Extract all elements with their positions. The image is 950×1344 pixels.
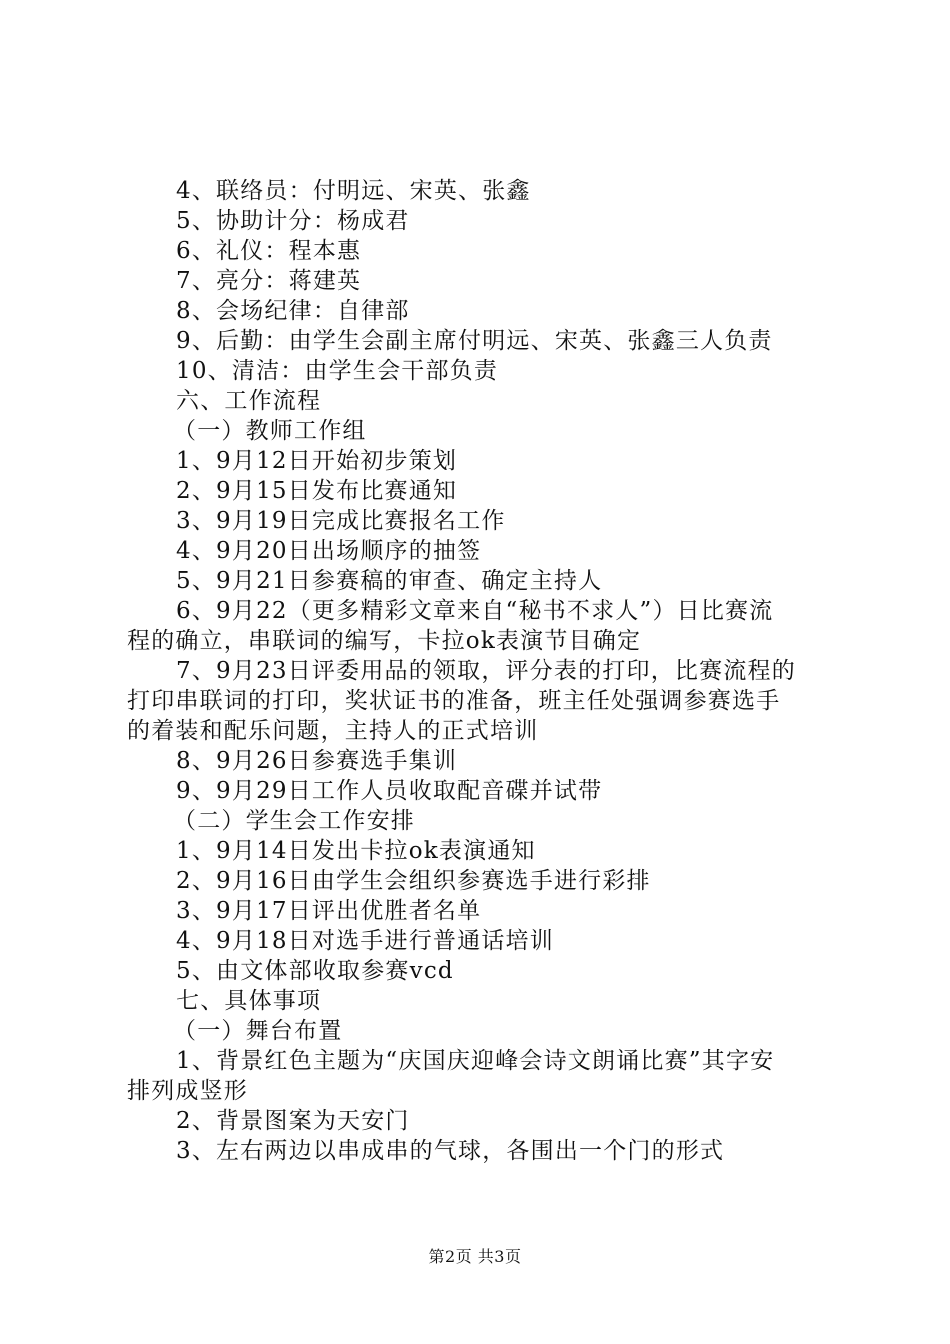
text-line: 8、9月26日参赛选手集训 bbox=[176, 748, 458, 774]
text-line: 3、9月19日完成比赛报名工作 bbox=[176, 508, 506, 534]
text-line: 5、协助计分：杨成君 bbox=[176, 208, 410, 234]
text-line: 4、联络员：付明远、宋英、张鑫 bbox=[176, 178, 531, 204]
text-line: 10、清洁：由学生会干部负责 bbox=[176, 358, 499, 384]
section-heading: 六、工作流程 bbox=[176, 388, 322, 414]
text-line: 3、9月17日评出优胜者名单 bbox=[176, 898, 482, 924]
text-line: 5、由文体部收取参赛vcd bbox=[176, 958, 454, 984]
text-line: 2、背景图案为天安门 bbox=[176, 1108, 410, 1134]
paragraph-line: 排列成竖形 bbox=[127, 1078, 248, 1104]
subsection-heading: （二）学生会工作安排 bbox=[173, 808, 415, 834]
text-line: 7、亮分：蒋建英 bbox=[176, 268, 362, 294]
paragraph-line: 程的确立，串联词的编写，卡拉ok表演节目确定 bbox=[127, 628, 642, 654]
paragraph bbox=[127, 656, 832, 746]
paragraph-line: 6、9月22（更多精彩文章来自“秘书不求人”）日比赛流 bbox=[176, 598, 774, 624]
text-line: 2、9月16日由学生会组织参赛选手进行彩排 bbox=[176, 868, 651, 894]
paragraph bbox=[127, 1046, 832, 1106]
document-body bbox=[127, 176, 832, 1166]
text-line: 4、9月18日对选手进行普通话培训 bbox=[176, 928, 554, 954]
text-line: 1、9月14日发出卡拉ok表演通知 bbox=[176, 838, 536, 864]
text-line: 3、左右两边以串成串的气球，各围出一个门的形式 bbox=[176, 1138, 725, 1164]
text-line: 6、礼仪：程本惠 bbox=[176, 238, 362, 264]
text-line: 1、9月12日开始初步策划 bbox=[176, 448, 458, 474]
page-number-footer: 第2页 共3页 bbox=[428, 1247, 522, 1266]
paragraph-line: 7、9月23日评委用品的领取，评分表的打印，比赛流程的 bbox=[176, 658, 796, 684]
section-heading: 七、具体事项 bbox=[176, 988, 322, 1014]
paragraph-line: 打印串联词的打印，奖状证书的准备，班主任处强调参赛选手 bbox=[127, 688, 781, 714]
text-line: 9、9月29日工作人员收取配音碟并试带 bbox=[176, 778, 603, 804]
subsection-heading: （一）教师工作组 bbox=[173, 418, 367, 444]
text-line: 9、后勤：由学生会副主席付明远、宋英、张鑫三人负责 bbox=[176, 328, 773, 354]
paragraph-line: 1、背景红色主题为“庆国庆迎峰会诗文朗诵比赛”其字安 bbox=[176, 1048, 775, 1074]
paragraph bbox=[127, 596, 832, 656]
text-line: 8、会场纪律：自律部 bbox=[176, 298, 410, 324]
paragraph-line: 的着装和配乐问题，主持人的正式培训 bbox=[127, 718, 539, 744]
text-line: 2、9月15日发布比赛通知 bbox=[176, 478, 458, 504]
text-line: 4、9月20日出场顺序的抽签 bbox=[176, 538, 482, 564]
text-line: 5、9月21日参赛稿的审查、确定主持人 bbox=[176, 568, 603, 594]
subsection-heading: （一）舞台布置 bbox=[173, 1018, 343, 1044]
